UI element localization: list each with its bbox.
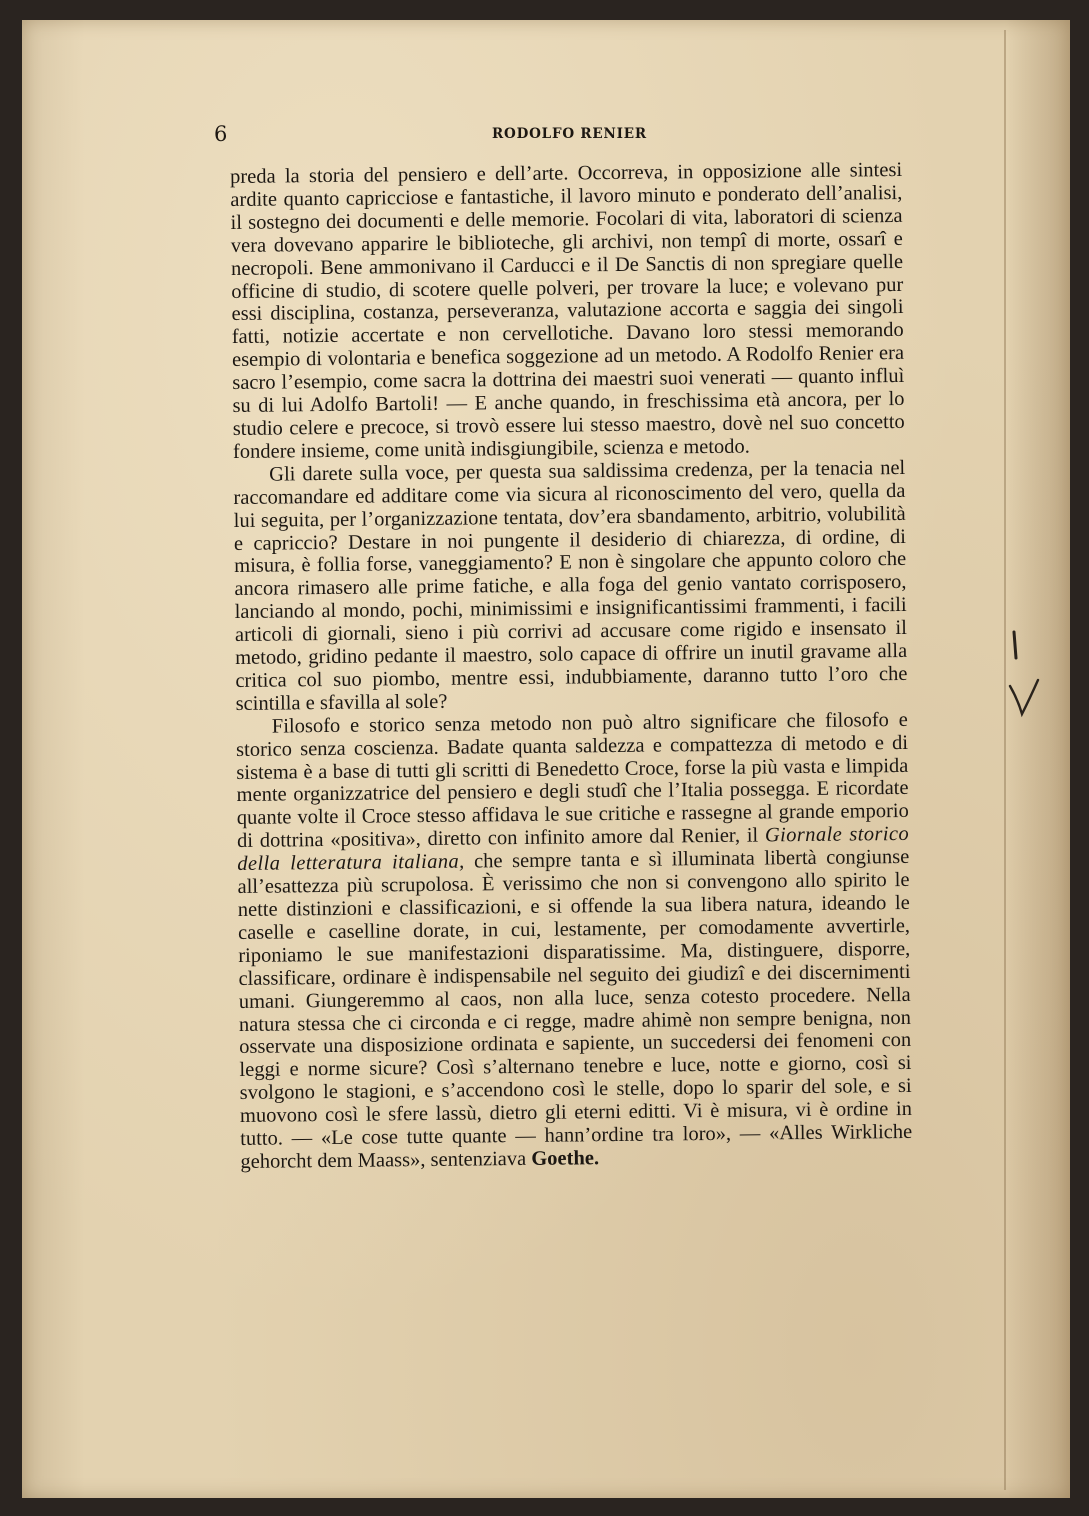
body-text (230, 159, 913, 1174)
page-header (214, 122, 914, 152)
running-head: RODOLFO RENIER (492, 126, 647, 142)
paragraph-3 (236, 709, 913, 1174)
paragraph-3-rest: che sempre tanta e sì illuminata libertà congiunse all’esattezza più scrupolosa. È verissimo che non si convengono allo spirito le nette distinzioni e classificazioni, e si offende la sua libera natura, ideando le caselle e caselline dorate, in cui, lestamente, per comodamente avvertirle, riponiamo le sue manifestazioni disparatissime. Ma, distinguere, disporre, classificare, ordinare è indispensabile nel seguito dei giudizî e dei discernimenti umani. Giungeremmo al caos, non alla luce, senza cotesto procedere. Nella natura stessa che ci circonda e ci regge, madre ahimè non sempre benigna, non osservate una disposizione ordinata e sapiente, un succedersi dei fenomeni con leggi e norme sicure? Così s’alternano tenebre e luce, notte e giorno, così si svolgono le stagioni, e s’accendono così le stelle, dopo lo sparir del sole, e si muovono così le sfere lassù, dietro gli eterni editti. Vi è misura, vi è ordine in tutto. — «Le cose tutte quante — hann’ordine tra loro», — «Alles Wirkliche gehorcht dem Maass», sentenziava (237, 846, 913, 1173)
page-fold-line (1004, 30, 1006, 1490)
paragraph-3-start: Filosofo e storico senza metodo non può altro significare che filosofo e storico senza coscienza. Badate quanta saldezza e compattezza di metodo e di sistema è a base di tutti gli scritti di Benedetto Croce, forse la più vasta e limpida mente organizzatrice del pensiero e degli studî che l’Italia possegga. E ricordate quante volte il Croce stesso affidava le sue critiche e rassegne al grande emporio di dottrina «positiva», diretto con infinito amore dal Renier, il (235, 708, 909, 853)
paragraph-2: Gli darete sulla voce, per questa sua saldissima credenza, per la tenacia nel raccomandare ed additare come via sicura al riconoscimento del vero, quella da lui seguita, per l’organizzazione tentata, dov’era sbandamento, arbitrio, volubilità e capriccio? Destare in noi pungente il desiderio di chiarezza, di ordine, di misura, è follia forse, vaneggiamento? E non è singolare che appunto coloro che ancora rimasero alle prime fatiche, e alla foga del genio vantato corrisposero, lanciando al mondo, pochi, minimissimi e insignificantissimi frammenti, i facili articoli di giornali, sieno i più corrivi ad accusare come rigido e insensato il metodo, gridino pedante il maestro, solo capace di offrire un inutil gravame alla critica col suo piombo, mentre essi, indubbiamente, daranno tutto l’oro che scintilla e sfavilla al sole? (233, 456, 908, 715)
paragraph-1: preda la storia del pensiero e dell’arte. Occorreva, in opposizione alle sintesi ardite quanto capricciose e fantastiche, il lavoro minuto e ponderato dell’analisi, il sostegno dei documenti e delle memorie. Focolari di vita, laboratori di scienza vera dovevano apparire le biblioteche, gli archivi, non tempî di morte, ossarî e necropoli. Bene ammonivano il Carducci e il De Sanctis di non spregiare quelle officine di studio, di scotere quelle polveri, per trovare la luce; e volevano pur essi disciplina, costanza, perseveranza, valutazione accorta e saggia dei singoli fatti, notizie accertate e non cervellotiche. Davano loro stessi memorando esempio di volontaria e benefica soggezione ad un metodo. A Rodolfo Renier era sacro l’esempio, come sacra la dottrina dei maestri suoi venerati — quanto influì su di lui Adolfo Bartoli! — E anche quando, in freschissima età ancora, per lo studio celere e precoce, si trovò essere lui stesso maestro, dovè nel suo concetto fondere insieme, come unità indisgiungibile, scienza e metodo. (230, 158, 905, 463)
pencil-mark-icon (1008, 628, 1048, 728)
page-number: 6 (214, 122, 228, 146)
page-edge-shadow (1004, 20, 1070, 1498)
paragraph-3-end: Goethe. (531, 1147, 600, 1170)
journal-title: Giornale storico della letteratura italiana, (237, 823, 910, 876)
